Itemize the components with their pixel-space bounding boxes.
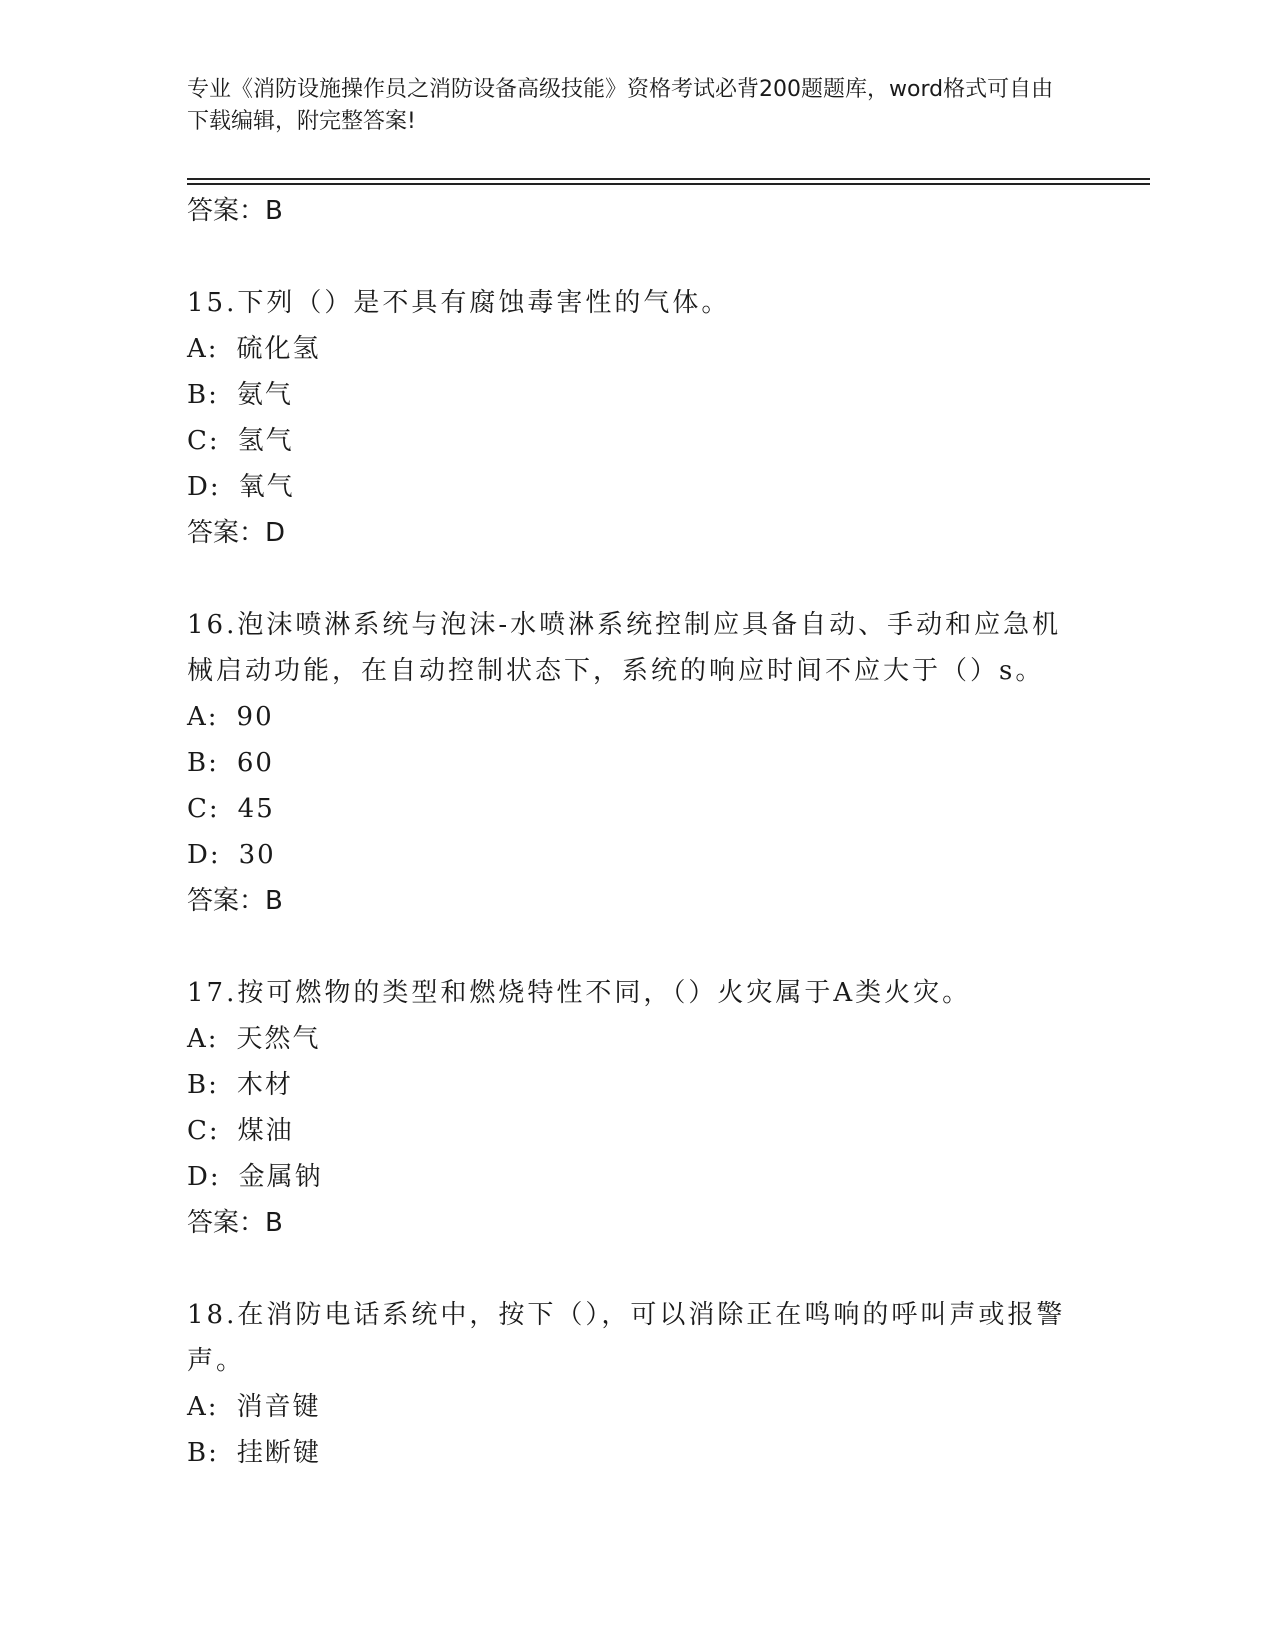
option-d [187, 1154, 1087, 1200]
answer-line [187, 188, 1087, 234]
option-letter: B: [187, 380, 219, 410]
option-d [187, 832, 1087, 878]
option-text: 金属钠 [238, 1162, 323, 1192]
option-letter: B: [187, 1438, 219, 1468]
question-text: 15.下列（）是不具有腐蚀毒害性的气体。 [187, 288, 731, 318]
option-letter: A: [187, 1024, 219, 1054]
option-c [187, 786, 1087, 832]
answer-value: B [265, 196, 283, 226]
option-text: 45 [237, 794, 275, 824]
option-text: 天然气 [236, 1024, 321, 1054]
question-text: 17.按可燃物的类型和燃烧特性不同，（）火灾属于A类火灾。 [187, 978, 972, 1008]
option-letter: B: [187, 748, 219, 778]
question-18 [187, 1292, 1087, 1476]
option-text: 60 [236, 748, 274, 778]
option-letter: C: [187, 794, 220, 824]
option-letter: A: [187, 702, 219, 732]
document-header: 专业《消防设施操作员之消防设备高级技能》资格考试必背200题题库，word格式可自由下载编辑，附完整答案! [187, 77, 1054, 134]
option-letter: A: [187, 1392, 219, 1422]
option-text: 30 [238, 840, 276, 870]
answer-label: 答案： [187, 886, 266, 916]
option-b [187, 740, 1087, 786]
option-a [187, 1016, 1087, 1062]
option-text: 90 [236, 702, 274, 732]
option-letter: B: [187, 1070, 219, 1100]
option-text: 消音键 [236, 1392, 321, 1422]
question-15 [187, 280, 1087, 556]
option-letter: D: [187, 472, 221, 502]
option-c [187, 418, 1087, 464]
option-letter: D: [187, 1162, 221, 1192]
option-a [187, 694, 1087, 740]
answer-value: B [265, 886, 283, 916]
option-text: 木材 [236, 1070, 293, 1100]
option-text: 氨气 [236, 380, 293, 410]
answer-line [187, 1200, 1087, 1246]
option-b [187, 372, 1087, 418]
answer-label: 答案： [187, 196, 266, 226]
option-letter: A: [187, 334, 219, 364]
question-list [187, 188, 1087, 1476]
option-letter: C: [187, 1116, 220, 1146]
option-b [187, 1062, 1087, 1108]
option-letter: D: [187, 840, 221, 870]
option-text: 煤油 [237, 1116, 294, 1146]
answer-line [187, 878, 1087, 924]
option-a [187, 326, 1087, 372]
option-b [187, 1430, 1087, 1476]
question-17 [187, 970, 1087, 1246]
option-text: 氢气 [237, 426, 294, 456]
answer-label: 答案： [187, 1208, 266, 1238]
option-d [187, 464, 1087, 510]
option-letter: C: [187, 426, 220, 456]
header-divider-bottom [187, 183, 1150, 185]
option-c [187, 1108, 1087, 1154]
question-text: 18.在消防电话系统中，按下（），可以消除正在鸣响的呼叫声或报警声。 [187, 1300, 1066, 1376]
answer-label: 答案： [187, 518, 266, 548]
question-text: 16.泡沫喷淋系统与泡沫-水喷淋系统控制应具备自动、手动和应急机械启动功能，在自动控制状态下，系统的响应时间不应大于（）s。 [187, 610, 1062, 686]
option-text: 挂断键 [236, 1438, 321, 1468]
option-a [187, 1384, 1087, 1430]
option-text: 氧气 [238, 472, 295, 502]
question-16 [187, 602, 1087, 924]
option-text: 硫化氢 [236, 334, 321, 364]
answer-line [187, 510, 1087, 556]
header-divider-top [187, 178, 1150, 180]
answer-value: B [265, 1208, 283, 1238]
answer-value: D [265, 518, 286, 548]
